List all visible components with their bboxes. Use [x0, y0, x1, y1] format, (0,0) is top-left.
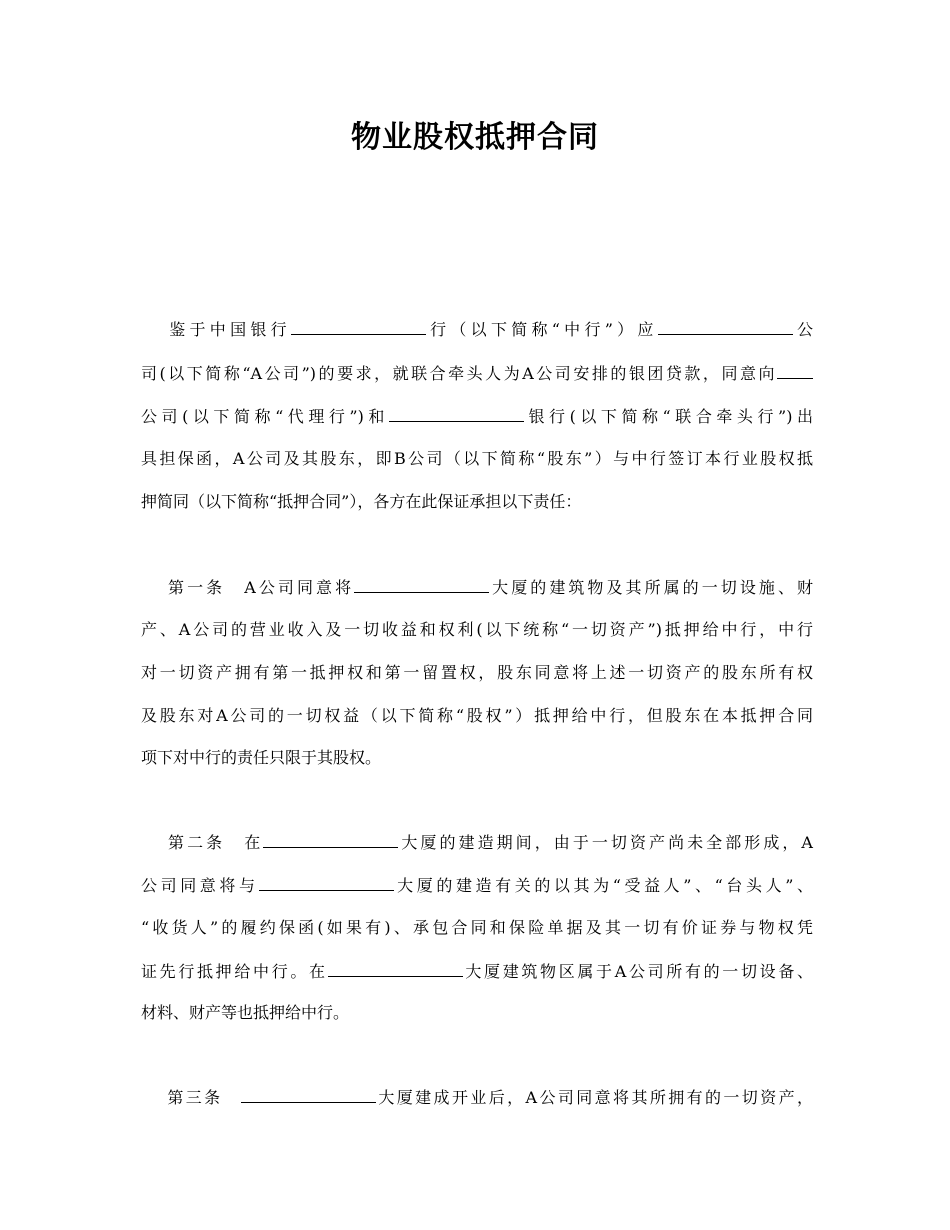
- text: 公: [792, 320, 813, 339]
- text: 银行(以下简称“联合牵头行”)出: [523, 407, 813, 426]
- article1-line-1: [141, 576, 813, 599]
- intro-line-5: 押简同（以下简称“抵押合同”），各方在此保证承担以下责任：: [141, 492, 582, 511]
- text: 公司(以下简称“代理行”)和: [141, 407, 389, 426]
- text: 大厦建成开业后，A公司同意将其所拥有的一切资产，: [375, 1088, 813, 1107]
- blank-field[interactable]: [658, 318, 793, 335]
- text: 公司同意将与: [141, 876, 259, 895]
- article2-line-2: [141, 874, 813, 897]
- blank-field[interactable]: [241, 1086, 376, 1103]
- text: 大厦的建造有关的以其为“受益人”、“台头人”、: [393, 876, 813, 895]
- blank-field[interactable]: [777, 362, 813, 379]
- text: 鉴于中国银行: [165, 320, 291, 339]
- article1-line-4: 及股东对A公司的一切权益（以下简称“股权”）抵押给中行，但股东在本抵押合同: [141, 706, 813, 725]
- article3-line-1: [141, 1086, 813, 1109]
- intro-line-2: [141, 362, 813, 385]
- intro-line-4: 具担保函，A公司及其股东，即B公司（以下简称“股东”）与中行签订本行业股权抵: [141, 449, 813, 468]
- blank-field[interactable]: [291, 318, 426, 335]
- blank-field[interactable]: [389, 405, 524, 422]
- article1-line-2: 产、A公司的营业收入及一切收益和权利(以下统称“一切资产”)抵押给中行，中行: [141, 620, 813, 639]
- article1-line-3: 对一切资产拥有第一抵押权和第一留置权，股东同意将上述一切资产的股东所有权: [141, 663, 813, 682]
- blank-field[interactable]: [263, 831, 398, 848]
- blank-field[interactable]: [328, 960, 463, 977]
- blank-field[interactable]: [354, 576, 489, 593]
- article2-line-5: 材料、财产等也抵押给中行。: [141, 1003, 350, 1022]
- text: 第二条 在: [165, 833, 264, 852]
- text: 第三条: [165, 1088, 241, 1107]
- text: 司(以下简称“A公司”)的要求，就联合牵头人为A公司安排的银团贷款，同意向: [141, 364, 777, 383]
- document-title: 物业股权抵押合同: [351, 120, 599, 155]
- text: 大厦的建造期间，由于一切资产尚未全部形成，A: [398, 833, 813, 852]
- text: 行（以下简称“中行”）应: [425, 320, 658, 339]
- article1-line-5: 项下对中行的责任只限于其股权。: [141, 748, 382, 767]
- article2-line-1: [141, 831, 813, 854]
- text: 证先行抵押给中行。在: [141, 962, 328, 981]
- article2-line-4: [141, 960, 813, 983]
- blank-field[interactable]: [259, 874, 394, 891]
- article2-line-3: “收货人”的履约保函(如果有)、承包合同和保险单据及其一切有价证券与物权凭: [141, 918, 813, 937]
- text: 大厦的建筑物及其所属的一切设施、财: [489, 578, 813, 597]
- intro-line-3: [141, 405, 813, 428]
- text: 第一条 A公司同意将: [165, 578, 355, 597]
- text: 大厦建筑物区属于A公司所有的一切设备、: [462, 962, 813, 981]
- intro-line-1: [141, 318, 813, 341]
